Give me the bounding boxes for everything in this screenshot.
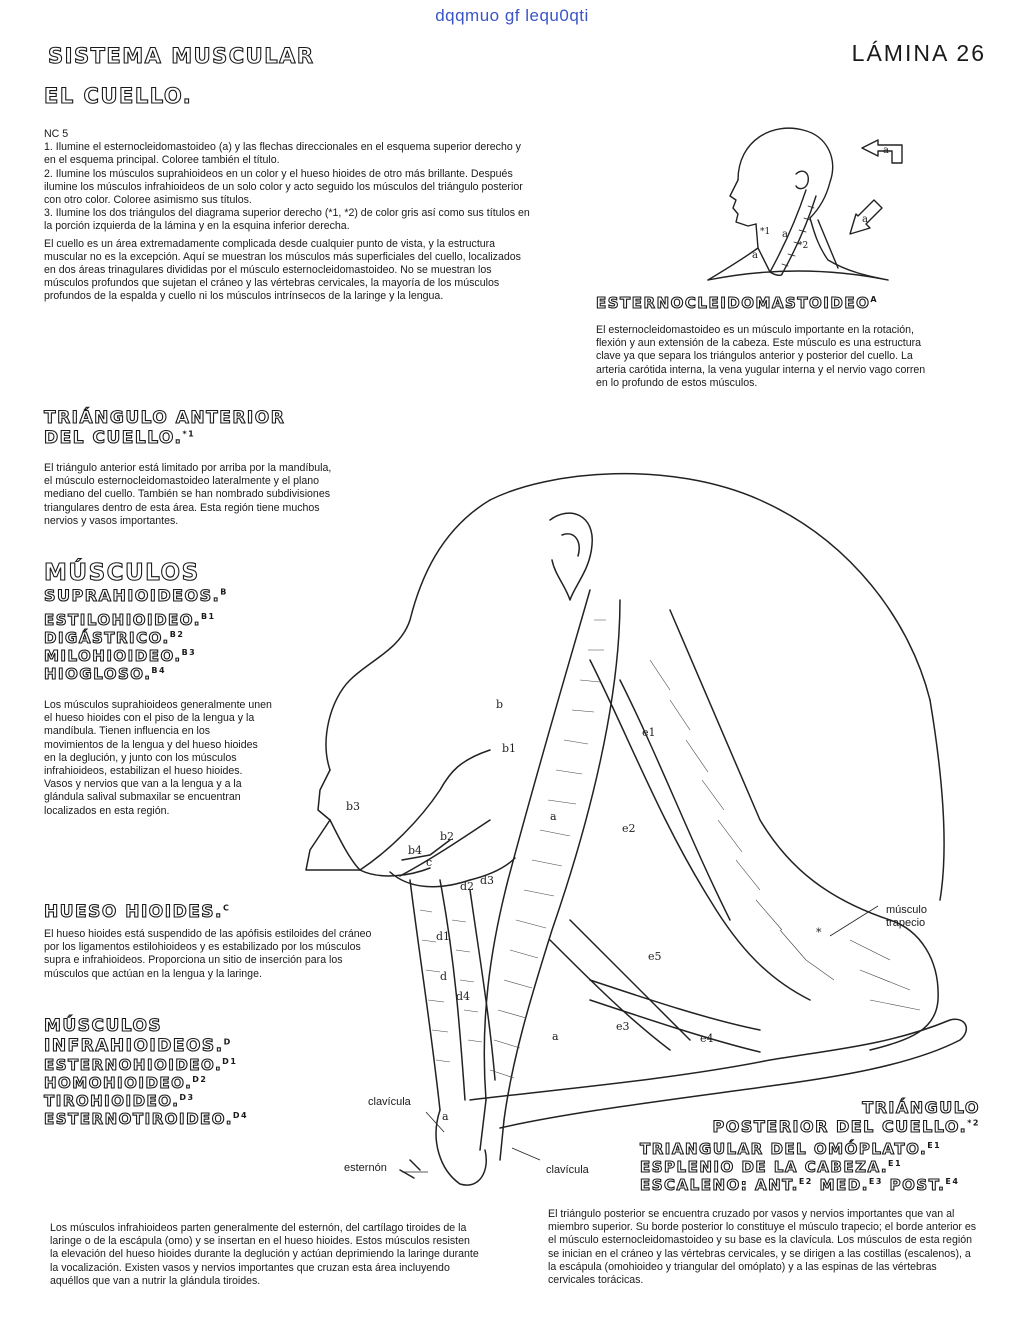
infrahyoid-mark: D — [223, 1037, 232, 1047]
label-sternum: esternón — [344, 1162, 387, 1174]
label-clavicle-right: clavícula — [546, 1164, 589, 1176]
suprahyoid-item-4: HIOGLOSO.$^{B4}$ — [44, 665, 167, 683]
fig-mark-b2: b2 — [440, 830, 455, 843]
fig-mark-b3: b3 — [346, 800, 361, 813]
anterior-triangle-title-2: DEL CUELLO.$^{*1}$ — [44, 428, 196, 448]
instruction-step-3: 3. Ilumine los dos triángulos del diagrama superior derecho (*1, *2) de color gris así como sus títulos en la porción izquierda de la lámina y en la esquina inferior derecha. — [44, 207, 530, 233]
small-mark-star-2: *2 — [798, 241, 809, 251]
fig-mark-e5: e5 — [648, 950, 662, 963]
posterior-triangle-title-2: POSTERIOR DEL CUELLO.$^{*2}$ — [712, 1117, 980, 1136]
watermark-text: dqqmuo gf lequ0qti — [435, 6, 589, 25]
fig-mark-e3: e3 — [616, 1020, 630, 1033]
fig-mark-e4: e4 — [700, 1032, 714, 1045]
posterior-triangle-paragraph: El triángulo posterior se encuentra cruzado por vasos y nervios importantes que van al miembro superior. Su borde posterior lo constituye el músculo trapecio; el borde anterior es el músculo esternocleidomastoideo y su base es la clavícula. Los músculos de esta región se inician en el cráneo y las vértebras cervicales, y se dirigen a las costillas (escalenos), a la escápula (omohioideo y triangular del omóplato) y a las espinas de las vértebras cervicales torácicas. — [548, 1208, 977, 1287]
fig-mark-d4: d4 — [456, 990, 471, 1003]
infrahyoid-item-2: HOMOHIOIDEO.$^{D2}$ — [44, 1074, 208, 1092]
small-mark-a-2: a — [752, 250, 758, 261]
suprahyoid-paragraph: Los músculos suprahioideos generalmente unen el hueso hioides con el piso de la lengua y la mandíbula. Tienen influencia en los movimientos de la lengua y del hueso hioides en la deglución, y junto con los músculos infrahioideos, estabilizan el hueso hioides. Vasos y nervios que van a la lengua y a la glándula salival submaxilar se encuentran localizados en esta región. — [44, 699, 272, 817]
fig-mark-b: b — [496, 698, 504, 711]
scm-block — [596, 294, 926, 390]
anterior-triangle-mark: *1 — [182, 429, 196, 439]
fig-mark-e2: e2 — [622, 822, 636, 835]
arrow-mark-a: a — [883, 145, 889, 156]
intro-paragraph: El cuello es un área extremadamente complicada desde cualquier punto de vista, y la estructura muscular no es la excepción. Aquí se muestran los músculos más superficiales del cuello, localizados en dos áreas trinagulares divididas por el músculo esternocleidomastoideo. No se muestran los músculos profundos que sujetan el cráneo y las vértebras cervicales, la mayoría de los músculos profundos de la espalda y cuello ni los músculos intrínsecos de la laringe y la lengua. — [44, 237, 521, 303]
suprahyoid-mark: B — [220, 587, 228, 597]
suprahyoid-title-1: MÚSCULOS — [44, 560, 200, 586]
fig-mark-d1: d1 — [436, 930, 451, 943]
infrahyoid-item-4: ESTERNOTIROIDEO.$^{D4}$ — [44, 1110, 249, 1128]
posterior-items — [640, 1140, 980, 1194]
fig-mark-b1: b1 — [502, 742, 517, 755]
instructions-block — [44, 128, 534, 304]
infrahyoid-item-3: TIROHIOIDEO.$^{D3}$ — [44, 1092, 195, 1110]
suprahyoid-item-3: MILOHIOIDEO.$^{B3}$ — [44, 647, 197, 665]
posterior-item-1: TRIANGULAR DEL OMÓPLATO.$^{E1}$ — [640, 1140, 942, 1158]
fig-mark-a-2: a — [552, 1030, 559, 1043]
anterior-triangle-title-1: TRIÁNGULO ANTERIOR — [44, 408, 286, 428]
fig-mark-e1: e1 — [642, 726, 656, 739]
infrahyoid-title-1: MÚSCULOS — [44, 1016, 163, 1036]
fig-mark-d3: d3 — [480, 874, 495, 887]
suprahyoid-block — [44, 560, 284, 818]
hyoid-title: HUESO HIOIDES.$^C$ — [44, 902, 231, 922]
label-clavicle-left: clavícula — [368, 1096, 411, 1108]
posterior-triangle-mark: *2 — [967, 1118, 980, 1128]
fig-mark-a-3: a — [442, 1110, 449, 1123]
infrahyoid-item-1: ESTERNOHIOIDEO.$^{D1}$ — [44, 1056, 238, 1074]
posterior-item-3: ESCALENO: ANT.$^{E2}$ MED.$^{E3}$ POST.$^{E4}$ — [640, 1176, 960, 1194]
infrahyoid-paragraph: Los músculos infrahioideos parten generalmente del esternón, del cartílago tiroides de la laringe o de la escápula (omo) y se insertan en el hueso hioides. Estos músculos resisten la elevación del hueso hioides durante la deglución y actúan deprimiendo la laringe durante la vocalización. Existen vasos y nervios importantes que cruzan esta área incluyendo aquéllos que van a nutrir la glándula tiroides. — [50, 1222, 479, 1287]
anterior-triangle-paragraph: El triángulo anterior está limitado por arriba por la mandíbula, el músculo esternocleidomastoideo lateralmente y el plano mediano del cuello. También se han nombrado subdivisiones triangulares dentro de esta área. Esta región tiene muchos nervios y vasos importantes. — [44, 462, 332, 527]
system-title: SISTEMA MUSCULAR — [48, 44, 315, 68]
small-neck-diagram — [678, 110, 918, 290]
infrahyoid-block — [44, 1016, 324, 1128]
hyoid-mark: C — [223, 903, 231, 913]
instruction-step-2: 2. Ilumine los músculos suprahioideos en un color y el hueso hioides de otro más brillante. Después ilumine los músculos infrahioideos de un solo color y acto seguido los músculos del triángulo posterior con otro color. Coloree asimismo sus títulos. — [44, 167, 523, 207]
instruction-step-1: 1. Ilumine el esternocleidomastoideo (a) y las flechas direccionales en el esquema superior derecho y en el esquema principal. Coloree también el título. — [44, 141, 521, 167]
scm-title: $ESTERNOCLEIDOMASTOIDEO^A$ — [596, 294, 879, 312]
scm-title-mark: A — [870, 295, 879, 304]
instructions-code: NC 5 — [44, 128, 69, 140]
label-trapezius: músculo trapecio — [886, 904, 927, 929]
small-mark-star-1: *1 — [760, 227, 771, 237]
hyoid-paragraph: El hueso hioides está suspendido de las apófisis estiloides del cráneo por los ligamentos estilohioideos y es estabilizado por los músculos supra e infrahioideos. Proporciona un sitio de inserción para los músculos que actúan en la lengua y la laringe. — [44, 928, 372, 980]
suprahyoid-item-1: ESTILOHIOIDEO.$^{B1}$ — [44, 611, 216, 629]
fig-mark-c: c — [426, 856, 433, 869]
posterior-item-2: ESPLENIO DE LA CABEZA.$^{E1}$ — [640, 1158, 903, 1176]
posterior-triangle-title-1: TRIÁNGULO — [862, 1098, 980, 1117]
scm-paragraph: El esternocleidomastoideo es un músculo importante en la rotación, flexión y aun extensión de la cabeza. Este músculo es una estructura clave ya que separa los triángulos anterior y posterior del cuello. La arteria carótida interna, la vena yugular interna y el nervio vago corren en lo profundo de estos músculos. — [596, 324, 926, 389]
plate-number: LÁMINA 26 — [851, 40, 986, 66]
infrahyoid-title-2: INFRAHIOIDEOS.$^D$ — [44, 1036, 232, 1056]
fig-mark-d2: d2 — [460, 880, 475, 893]
section-title: EL CUELLO. — [44, 84, 193, 108]
fig-mark-b4: b4 — [408, 844, 423, 857]
fig-mark-a: a — [550, 810, 557, 823]
fig-mark-d: d — [440, 970, 448, 983]
suprahyoid-title-2: SUPRAHIOIDEOS.$^B$ — [44, 586, 228, 605]
posterior-triangle-block — [610, 1098, 980, 1136]
small-mark-a: a — [782, 229, 788, 240]
suprahyoid-item-2: DIGÁSTRICO.$^{B2}$ — [44, 629, 185, 647]
arrow-mark-a-2: a — [862, 214, 868, 225]
main-neck-illustration — [290, 460, 980, 1200]
fig-mark-star: * — [816, 926, 822, 939]
